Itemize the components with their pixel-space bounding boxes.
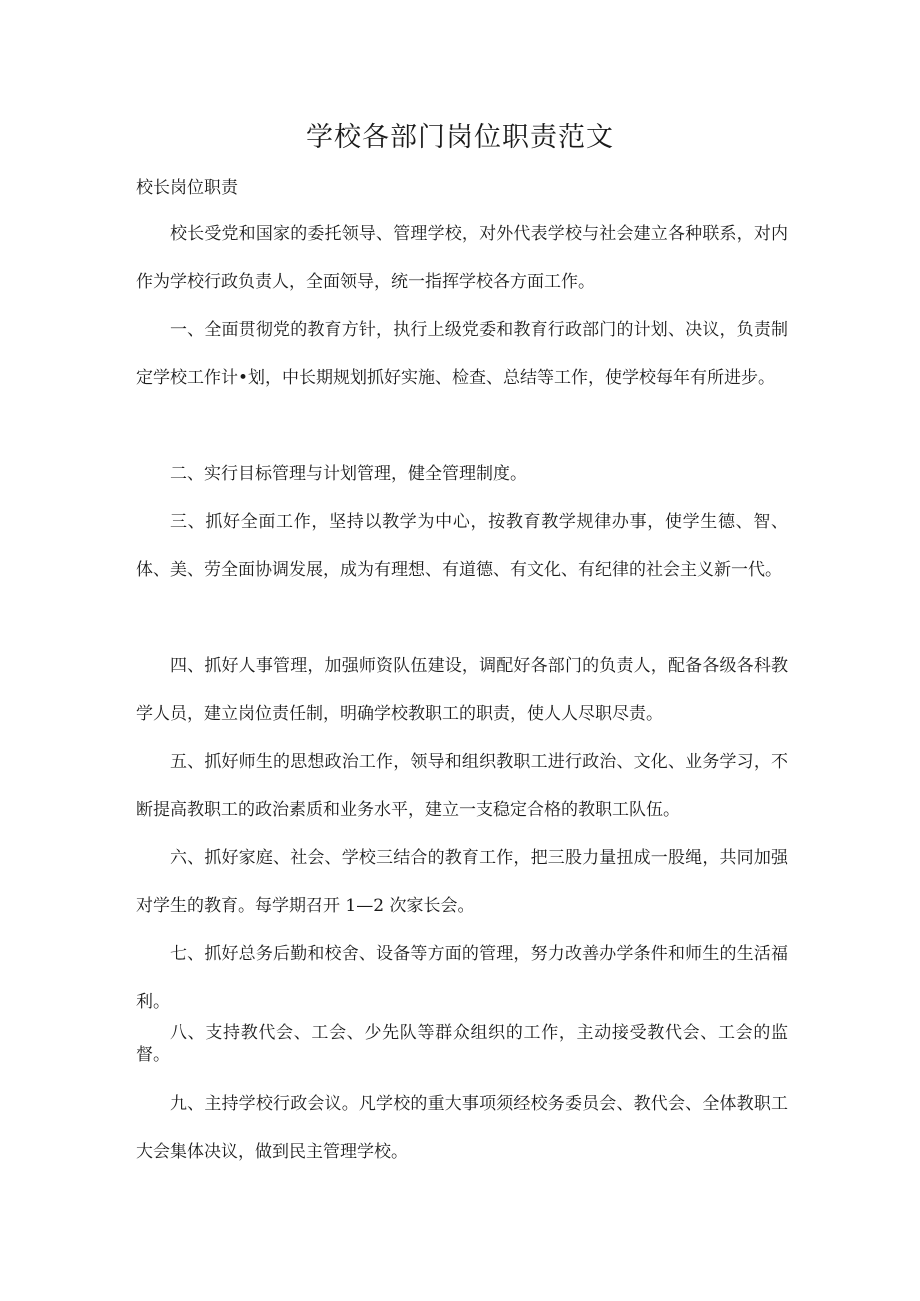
document-title: 学校各部门岗位职责范文 xyxy=(306,122,614,153)
paragraph-item-8: 八、支持教代会、工会、少先队等群众组织的工作，主动接受教代会、工会的监督。 xyxy=(136,1023,788,1065)
paragraph-item-7: 七、抓好总务后勤和校舍、设备等方面的管理，努力改善办学条件和师生的生活福利。 xyxy=(136,944,788,1012)
paragraph-item-6: 六、抓好家庭、社会、学校三结合的教育工作，把三股力量扭成一股绳，共同加强对学生的教育。每学期召开 1—2 次家长会。 xyxy=(136,848,788,916)
section-heading: 校长岗位职责 xyxy=(136,178,238,198)
paragraph-item-3: 三、抓好全面工作，坚持以教学为中心，按教育教学规律办事，使学生德、智、体、美、劳全面协调发展，成为有理想、有道德、有文化、有纪律的社会主义新一代。 xyxy=(136,512,788,580)
paragraph-item-2: 二、实行目标管理与计划管理，健全管理制度。 xyxy=(170,464,527,484)
paragraph-item-1: 一、全面贯彻党的教育方针，执行上级党委和教育行政部门的计划、决议，负责制定学校工作计•划，中长期规划抓好实施、检查、总结等工作，使学校每年有所进步。 xyxy=(136,320,788,388)
paragraph-intro: 校长受党和国家的委托领导、管理学校，对外代表学校与社会建立各种联系，对内作为学校行政负责人，全面领导，统一指挥学校各方面工作。 xyxy=(136,224,788,292)
paragraph-item-9: 九、主持学校行政会议。凡学校的重大事项须经校务委员会、教代会、全体教职工大会集体决议，做到民主管理学校。 xyxy=(136,1094,788,1162)
paragraph-item-4: 四、抓好人事管理，加强师资队伍建设，调配好各部门的负责人，配备各级各科教学人员，建立岗位责任制，明确学校教职工的职责，使人人尽职尽责。 xyxy=(136,656,788,724)
paragraph-item-5: 五、抓好师生的思想政治工作，领导和组织教职工进行政治、文化、业务学习，不断提高教职工的政治素质和业务水平，建立一支稳定合格的教职工队伍。 xyxy=(136,752,788,820)
